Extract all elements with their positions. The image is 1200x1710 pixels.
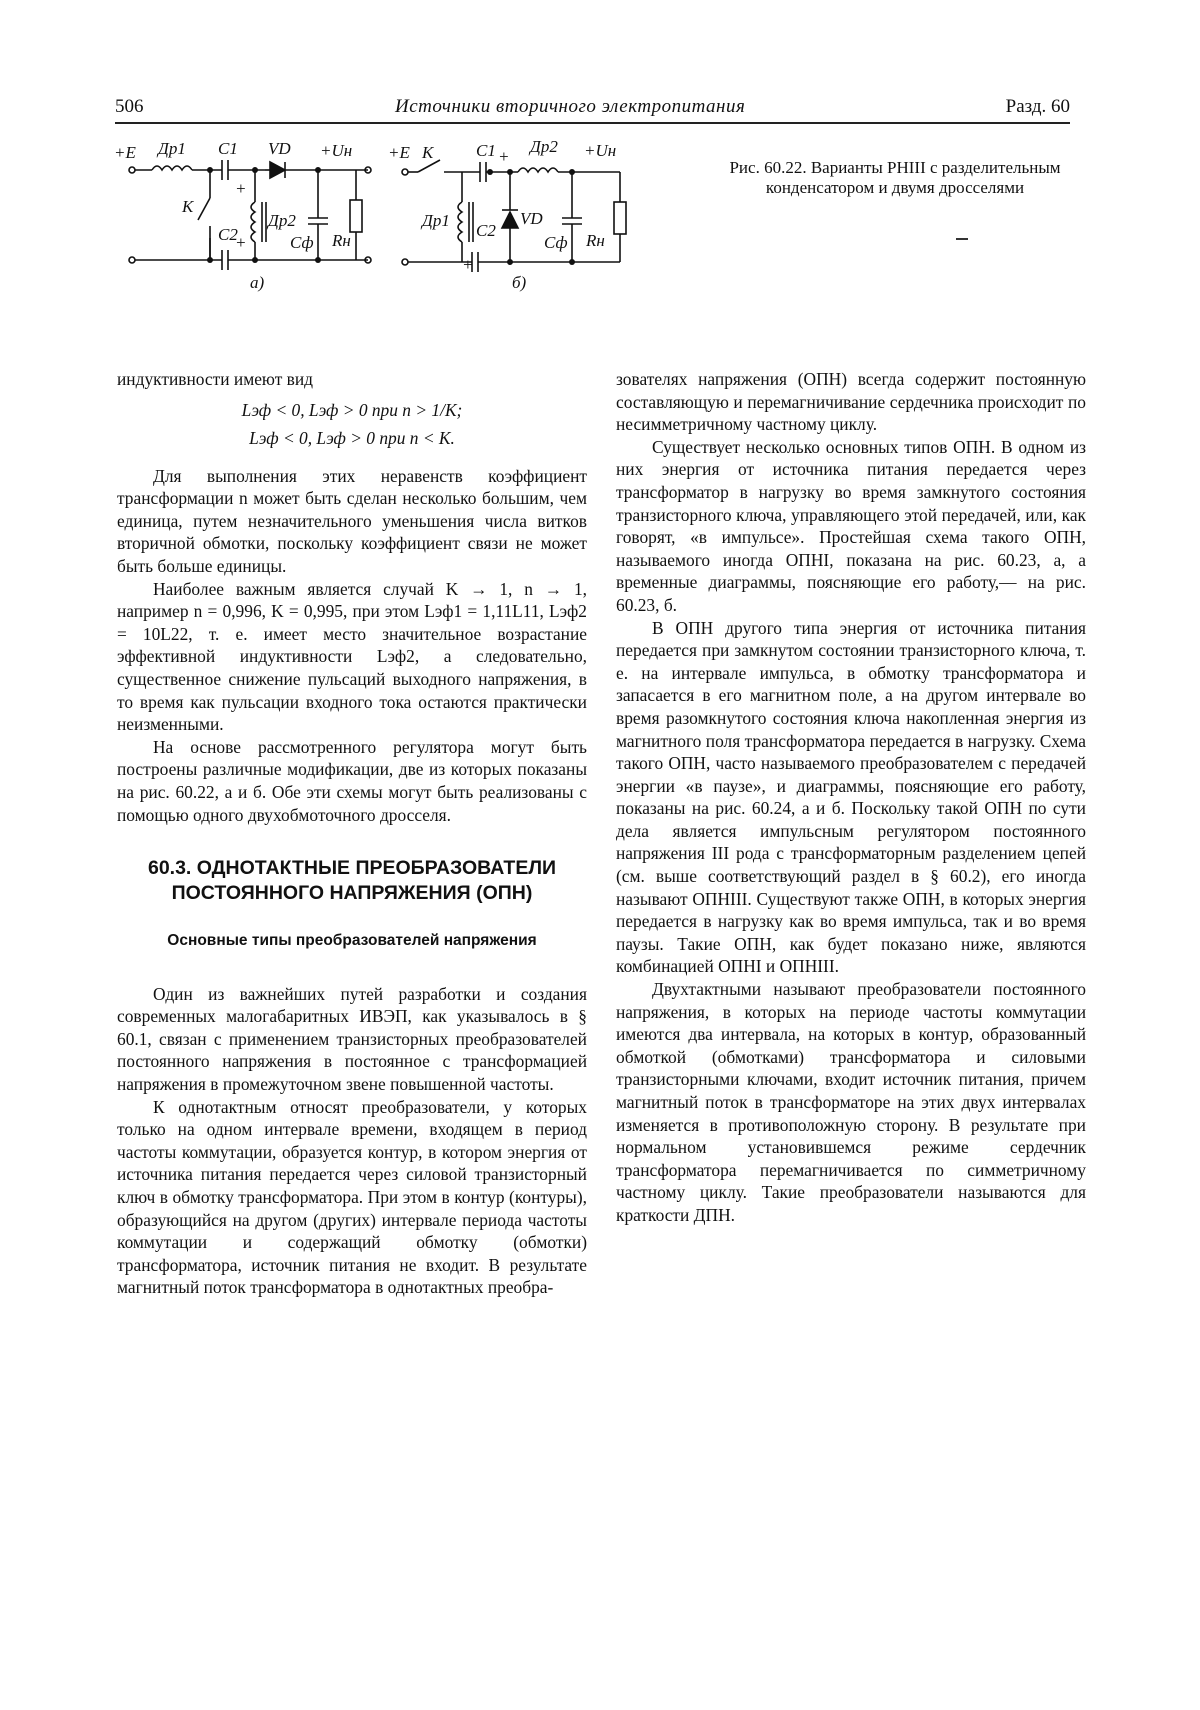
- svg-text:Др2: Др2: [268, 211, 296, 230]
- section-title: 60.3. ОДНОТАКТНЫЕ ПРЕОБРАЗОВАТЕЛИ ПОСТОЯННОГО НАПРЯЖЕНИЯ (ОПН): [147, 857, 557, 905]
- svg-text:С2: С2: [476, 221, 496, 240]
- page-header: [115, 96, 1070, 124]
- circuit-a: [129, 160, 371, 270]
- subsection-title: Основные типы преобразователей напряжения: [167, 932, 537, 950]
- svg-text:Rн: Rн: [586, 231, 605, 250]
- svg-text:Rн: Rн: [332, 231, 351, 250]
- circuit-a-labels: [114, 140, 352, 292]
- svg-text:+: +: [498, 147, 510, 166]
- svg-text:+Uн: +Uн: [320, 141, 353, 160]
- svg-text:Сф: Сф: [544, 233, 568, 252]
- svg-text:Др2: Др2: [530, 140, 558, 156]
- section-label: Разд. 60: [1005, 96, 1070, 117]
- formula-1: Lэф < 0, Lэф > 0 при n > 1/K;: [241, 399, 463, 420]
- intro-line: индуктивности имеют вид: [117, 369, 314, 389]
- svg-text:+: +: [235, 179, 247, 198]
- page-number: 506: [115, 96, 144, 117]
- svg-text:Др1: Др1: [422, 211, 450, 230]
- svg-text:С1: С1: [218, 140, 238, 158]
- paragraph: Двухтактными называют преобразователи постоянного напряжения, в которых на периоде частоты коммутации имеются два интервала, на которых в контур, образованный обмоткой (обмотками) трансформатора и силовыми транзисторными ключами, входит источник питания, причем магнитный поток в трансформаторе на этих двух интервалах изменяется в противоположную сторону. В результате при нормальном установившемся режиме сердечник трансформатора перемагничивается по симметричному частному циклу. Такие преобразователи называются для краткости ДПН.: [616, 979, 1086, 1225]
- paragraph: Один из важнейших путей разработки и создания современных малогабаритных ИВЭП, как указывалось в § 60.1, связан с применением транзисторных преобразователей постоянного напряжения в постоянное с трансформацией напряжения в промежуточном звене повышенной частоты.: [117, 983, 587, 1095]
- formula-2: Lэф < 0, Lэф > 0 при n < K.: [249, 427, 455, 448]
- right-column: [616, 368, 1086, 1227]
- svg-text:+E: +E: [388, 143, 410, 162]
- svg-text:С1: С1: [476, 141, 496, 160]
- svg-text:+Uн: +Uн: [584, 141, 617, 160]
- paragraph: На основе рассмотренного регулятора могут быть построены различные модификации, две из которых показаны на рис. 60.22, а и б. Обе эти схемы могут быть реализованы с помощью одного двухобмоточного дросселя.: [117, 736, 587, 825]
- left-column: [117, 368, 587, 1299]
- figure-caption: Рис. 60.22. Варианты РНIII с разделительным конденсатором и двумя дросселями: [729, 158, 1061, 197]
- circuit-figure: [110, 140, 710, 330]
- svg-text:С2: С2: [218, 225, 238, 244]
- svg-text:+: +: [462, 255, 474, 274]
- paragraph: В ОПН другого типа энергия от источника питания передается при замкнутом состоянии транзисторного ключа, т. е. на интервале импульса, в обмотку трансформатора и запасается в его магнитном поле, а на другом интервале во время разомкнутого состояния ключа накопленная энергия из магнитного поля трансформатора передается в нагрузку. Схема такого ОПН, часто называемого преобразователем с передачей энергии «в паузе», и диаграммы, поясняющие его работу, показаны на рис. 60.24, а и б. Поскольку такой ОПН по сути дела является импульсным регулятором постоянного напряжения III рода с трансформаторным разделением цепей (см. выше соответствующий раздел в § 60.2), его иногда называют ОПНIII. Существуют также ОПН, в которых энергия передается в нагрузку как во время импульса, так и во время паузы. Такие ОПН, как будет показано ниже, являются комбинацией ОПНI и ОПНIII.: [616, 617, 1086, 977]
- svg-text:К: К: [182, 197, 194, 216]
- svg-text:Др1: Др1: [158, 140, 186, 158]
- circuit-b-labels: [388, 140, 616, 292]
- caption-dash: [956, 238, 968, 240]
- svg-text:К: К: [422, 143, 434, 162]
- paragraph: Существует несколько основных типов ОПН. В одном из них энергия от источника питания передается через трансформатор в нагрузку во время замкнутого состояния транзисторного ключа, управляющего этой передачей, или, как говорят, «в импульсе». Простейшая схема такого ОПН, называемого иногда ОПНI, показана на рис. 60.23, а, а временные диаграммы, поясняющие его работу,— на рис. 60.23, б.: [616, 436, 1086, 615]
- svg-text:+: +: [235, 233, 247, 252]
- formula-block: [117, 396, 587, 452]
- paragraph: К однотактным относят преобразователи, у которых только на одном интервале времени, входящем в период частоты коммутации, образуется контур, в котором энергия от источника питания передается через силовой транзисторный ключ в обмотку трансформатора. При этом в контур (контуры), образующийся на другом (других) интервале периода частоты коммутации и содержащий обмотку (обмотки) трансформатора, источник питания не входит. В результате магнитный поток трансформатора в однотактных преобра-: [117, 1096, 587, 1298]
- svg-text:+E: +E: [114, 143, 136, 162]
- running-title: Источники вторичного электропитания: [395, 96, 746, 117]
- svg-text:VD: VD: [268, 140, 291, 158]
- svg-text:б): б): [512, 273, 527, 292]
- paragraph: зователях напряжения (ОПН) всегда содержит постоянную составляющую и перемагничивание сердечника происходит по несимметричному частному циклу.: [616, 369, 1086, 435]
- svg-text:VD: VD: [520, 209, 543, 228]
- svg-text:а): а): [250, 273, 265, 292]
- paragraph: Для выполнения этих неравенств коэффициент трансформации n может быть сделан несколько большим, чем единица, путем незначительного уменьшения числа витков вторичной обмотки, поскольку коэффициент связи не может быть больше единицы.: [117, 465, 587, 576]
- svg-text:Сф: Сф: [290, 233, 314, 252]
- paragraph: Наиболее важным является случай K → 1, n → 1, например n = 0,996, K = 0,995, при этом Lэф1 = 1,11L11, Lэф2 = 10L22, т. е. имеет место значительное возрастание эффективной индуктивности Lэф2, а следовательно, существенное снижение пульсаций выходного напряжения, в то время как пульсации входного тока остаются практически неизменными.: [117, 578, 587, 735]
